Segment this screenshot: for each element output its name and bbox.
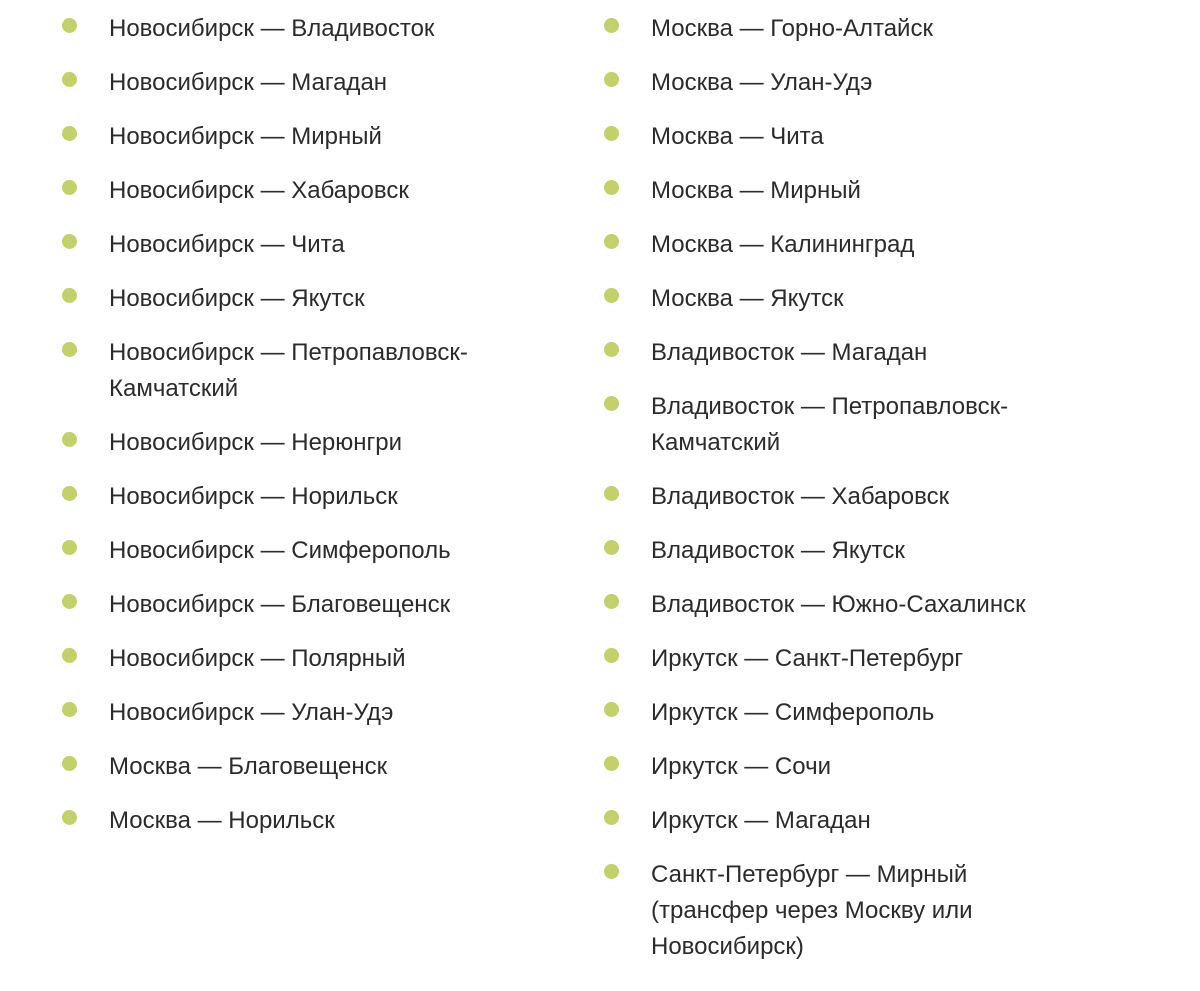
route-item bbox=[62, 119, 522, 155]
bullet-icon bbox=[604, 396, 619, 411]
route-item bbox=[604, 479, 1084, 515]
route-item bbox=[62, 749, 522, 785]
route-item bbox=[604, 227, 1084, 263]
bullet-icon bbox=[604, 810, 619, 825]
route-label: Иркутск — Симферополь bbox=[651, 699, 935, 726]
route-label: Владивосток — Южно-Сахалинск bbox=[651, 591, 1026, 618]
route-item bbox=[62, 227, 522, 263]
route-label: Санкт-Петербург — Мирный (трансфер через Москву или Новосибирск) bbox=[651, 861, 973, 960]
route-item bbox=[604, 389, 1084, 461]
route-label: Владивосток — Хабаровск bbox=[651, 483, 950, 510]
route-label: Новосибирск — Владивосток bbox=[109, 15, 435, 42]
route-label: Новосибирск — Мирный bbox=[109, 123, 382, 150]
bullet-icon bbox=[62, 126, 77, 141]
bullet-icon bbox=[604, 594, 619, 609]
route-label: Новосибирск — Норильск bbox=[109, 483, 398, 510]
route-item bbox=[604, 119, 1084, 155]
route-item bbox=[604, 11, 1084, 47]
route-label: Москва — Улан-Удэ bbox=[651, 69, 873, 96]
route-label: Иркутск — Санкт-Петербург bbox=[651, 645, 964, 672]
bullet-icon bbox=[62, 18, 77, 33]
route-label: Москва — Чита bbox=[651, 123, 824, 150]
bullet-icon bbox=[604, 234, 619, 249]
route-item bbox=[62, 65, 522, 101]
route-item bbox=[62, 425, 522, 461]
route-item bbox=[62, 695, 522, 731]
route-label: Иркутск — Магадан bbox=[651, 807, 871, 834]
route-item bbox=[604, 281, 1084, 317]
route-label: Новосибирск — Улан-Удэ bbox=[109, 699, 394, 726]
route-item bbox=[604, 641, 1084, 677]
route-label: Москва — Калининград bbox=[651, 231, 915, 258]
route-label: Владивосток — Якутск bbox=[651, 537, 905, 564]
route-item bbox=[604, 587, 1084, 623]
bullet-icon bbox=[604, 486, 619, 501]
route-list-right bbox=[604, 0, 1084, 983]
route-item bbox=[62, 335, 522, 407]
route-item bbox=[604, 533, 1084, 569]
bullet-icon bbox=[604, 180, 619, 195]
route-item bbox=[62, 479, 522, 515]
bullet-icon bbox=[62, 432, 77, 447]
bullet-icon bbox=[62, 234, 77, 249]
route-item bbox=[604, 65, 1084, 101]
route-item bbox=[604, 803, 1084, 839]
bullet-icon bbox=[62, 756, 77, 771]
bullet-icon bbox=[604, 342, 619, 357]
route-item bbox=[62, 173, 522, 209]
route-label: Новосибирск — Симферополь bbox=[109, 537, 451, 564]
route-item bbox=[62, 281, 522, 317]
bullet-icon bbox=[62, 180, 77, 195]
route-item bbox=[62, 11, 522, 47]
bullet-icon bbox=[604, 756, 619, 771]
bullet-icon bbox=[62, 648, 77, 663]
route-label: Владивосток — Петропавловск-Камчатский bbox=[651, 393, 1009, 456]
bullet-icon bbox=[604, 288, 619, 303]
route-label: Москва — Якутск bbox=[651, 285, 844, 312]
route-item bbox=[604, 173, 1084, 209]
route-label: Москва — Благовещенск bbox=[109, 753, 388, 780]
bullet-icon bbox=[604, 702, 619, 717]
bullet-icon bbox=[62, 72, 77, 87]
route-label: Владивосток — Магадан bbox=[651, 339, 928, 366]
route-label: Новосибирск — Магадан bbox=[109, 69, 388, 96]
route-item bbox=[604, 749, 1084, 785]
route-label: Новосибирск — Нерюнгри bbox=[109, 429, 403, 456]
route-item bbox=[604, 695, 1084, 731]
bullet-icon bbox=[604, 18, 619, 33]
bullet-icon bbox=[604, 540, 619, 555]
route-label: Новосибирск — Петропавловск-Камчатский bbox=[109, 339, 468, 402]
route-label: Москва — Норильск bbox=[109, 807, 335, 834]
bullet-icon bbox=[604, 864, 619, 879]
bullet-icon bbox=[62, 288, 77, 303]
route-label: Новосибирск — Якутск bbox=[109, 285, 365, 312]
route-label: Новосибирск — Благовещенск bbox=[109, 591, 451, 618]
route-label: Иркутск — Сочи bbox=[651, 753, 831, 780]
bullet-icon bbox=[62, 540, 77, 555]
route-item bbox=[604, 335, 1084, 371]
bullet-icon bbox=[62, 810, 77, 825]
route-item bbox=[62, 587, 522, 623]
bullet-icon bbox=[604, 126, 619, 141]
route-label: Москва — Мирный bbox=[651, 177, 861, 204]
route-label: Москва — Горно-Алтайск bbox=[651, 15, 933, 42]
route-item bbox=[62, 641, 522, 677]
route-item bbox=[62, 533, 522, 569]
bullet-icon bbox=[604, 648, 619, 663]
bullet-icon bbox=[62, 594, 77, 609]
route-list-left bbox=[62, 0, 522, 857]
route-item bbox=[604, 857, 1084, 965]
route-label: Новосибирск — Чита bbox=[109, 231, 345, 258]
route-item bbox=[62, 803, 522, 839]
route-label: Новосибирск — Полярный bbox=[109, 645, 406, 672]
bullet-icon bbox=[62, 486, 77, 501]
bullet-icon bbox=[604, 72, 619, 87]
route-label: Новосибирск — Хабаровск bbox=[109, 177, 409, 204]
bullet-icon bbox=[62, 342, 77, 357]
bullet-icon bbox=[62, 702, 77, 717]
